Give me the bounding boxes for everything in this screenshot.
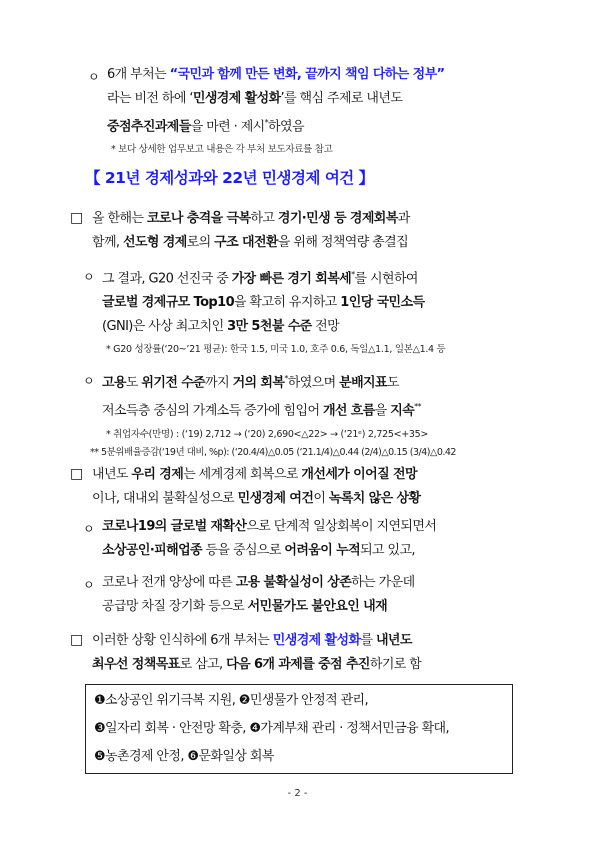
intro-footnote: * 보다 상세한 업무보고 내용은 각 부처 보도자료를 참고 <box>111 144 333 156</box>
section1-line-1: 올 한해는 코로나 충격을 극복하고 경기·민생 등 경제회복과 <box>92 211 410 226</box>
section1b-footnote-1: * 취업자수(만명) : (‘19) 2,712 → (‘20) 2,690<△22> → (‘21ᵉ) 2,725<+35> <box>106 428 429 440</box>
circle-bullet: ㅇ <box>83 270 95 284</box>
tasks-line-1: ❶소상공인 위기극복 지원, ❷민생물가 안정적 관리, <box>94 693 369 708</box>
section1a-line-3: (GNI)은 사상 최고치인 3만 5천불 수준 전망 <box>102 319 340 335</box>
tasks-line-2: ❸일자리 회복 · 안전망 확충, ❹가계부채 관리 · 정책서민금융 확대, <box>94 721 450 736</box>
intro-line-1: 6개 부처는 “국민과 함께 만든 변화, 끝까지 책임 다하는 정부” <box>107 67 445 82</box>
section1a-footnote: * G20 성장률(‘20~’21 평균): 한국 1.5, 미국 1.0, 호주 0.6, 독일△1.1, 일본△1.4 등 <box>106 344 446 356</box>
section3-line-2: 최우선 정책목표로 삼고, 다음 6개 과제를 중점 추진하기로 함 <box>92 657 422 672</box>
square-bullet: □ <box>70 632 84 648</box>
circle-bullet: ㅇ <box>83 578 95 592</box>
square-bullet: □ <box>70 210 84 226</box>
section1b-line-1: 고용도 위기전 수준까지 거의 회복*하였으며 분배지표도 <box>102 374 399 391</box>
circle-bullet: ㅇ <box>88 70 100 84</box>
circle-bullet: ㅇ <box>83 374 95 388</box>
circle-bullet: ㅇ <box>83 522 95 536</box>
intro-line-3: 중점추진과제들을 마련 · 제시*하였음 <box>107 118 304 135</box>
section2-line-1: 내년도 우리 경제는 세계경제 회복으로 개선세가 이어질 전망 <box>92 467 417 482</box>
section2-line-2: 이나, 대내외 불확실성으로 민생경제 여건이 녹록치 않은 상황 <box>92 491 421 506</box>
intro-line-2: 라는 비전 하에 ‘민생경제 활성화’를 핵심 주제로 내년도 <box>107 91 403 106</box>
section1a-line-2: 글로벌 경제규모 Top10을 확고히 유지하고 1인당 국민소득 <box>102 295 425 311</box>
section1-line-2: 함께, 선도형 경제로의 구조 대전환을 위해 정책역량 총결집 <box>92 235 409 250</box>
page-number: - 2 - <box>287 788 308 799</box>
section-heading: 【 21년 경제성과와 22년 민생경제 여건 】 <box>85 169 374 187</box>
section2b-line-2: 공급망 차질 장기화 등으로 서민물가도 불안요인 내재 <box>102 599 388 614</box>
section1b-footnote-2: ** 5분위배율증감(‘19년 대비, %p): (‘20.4/4)△0.05 (‘21.1/4)△0.44 (2/4)△0.15 (3/4)△0.42 <box>90 446 456 458</box>
section2b-line-1: 코로나 전개 양상에 따른 고용 불확실성이 상존하는 가운데 <box>102 575 415 590</box>
tasks-line-3: ❺농촌경제 안정, ❻문화일상 회복 <box>94 749 274 764</box>
section1a-line-1: 그 결과, G20 선진국 중 가장 빠른 경기 회복세*를 시현하여 <box>102 270 418 287</box>
section2a-line-1: 코로나19의 글로벌 재확산으로 단계적 일상회복이 지연되면서 <box>102 519 437 534</box>
tasks-box <box>85 684 513 774</box>
square-bullet: □ <box>70 466 84 482</box>
section1b-line-2: 저소득층 중심의 가계소득 증가에 힘입어 개선 흐름을 지속** <box>102 402 421 419</box>
section2a-line-2: 소상공인·피해업종 등을 중심으로 어려움이 누적되고 있고, <box>102 543 415 558</box>
section3-line-1: 이러한 상황 인식하에 6개 부처는 민생경제 활성화를 내년도 <box>92 633 412 648</box>
